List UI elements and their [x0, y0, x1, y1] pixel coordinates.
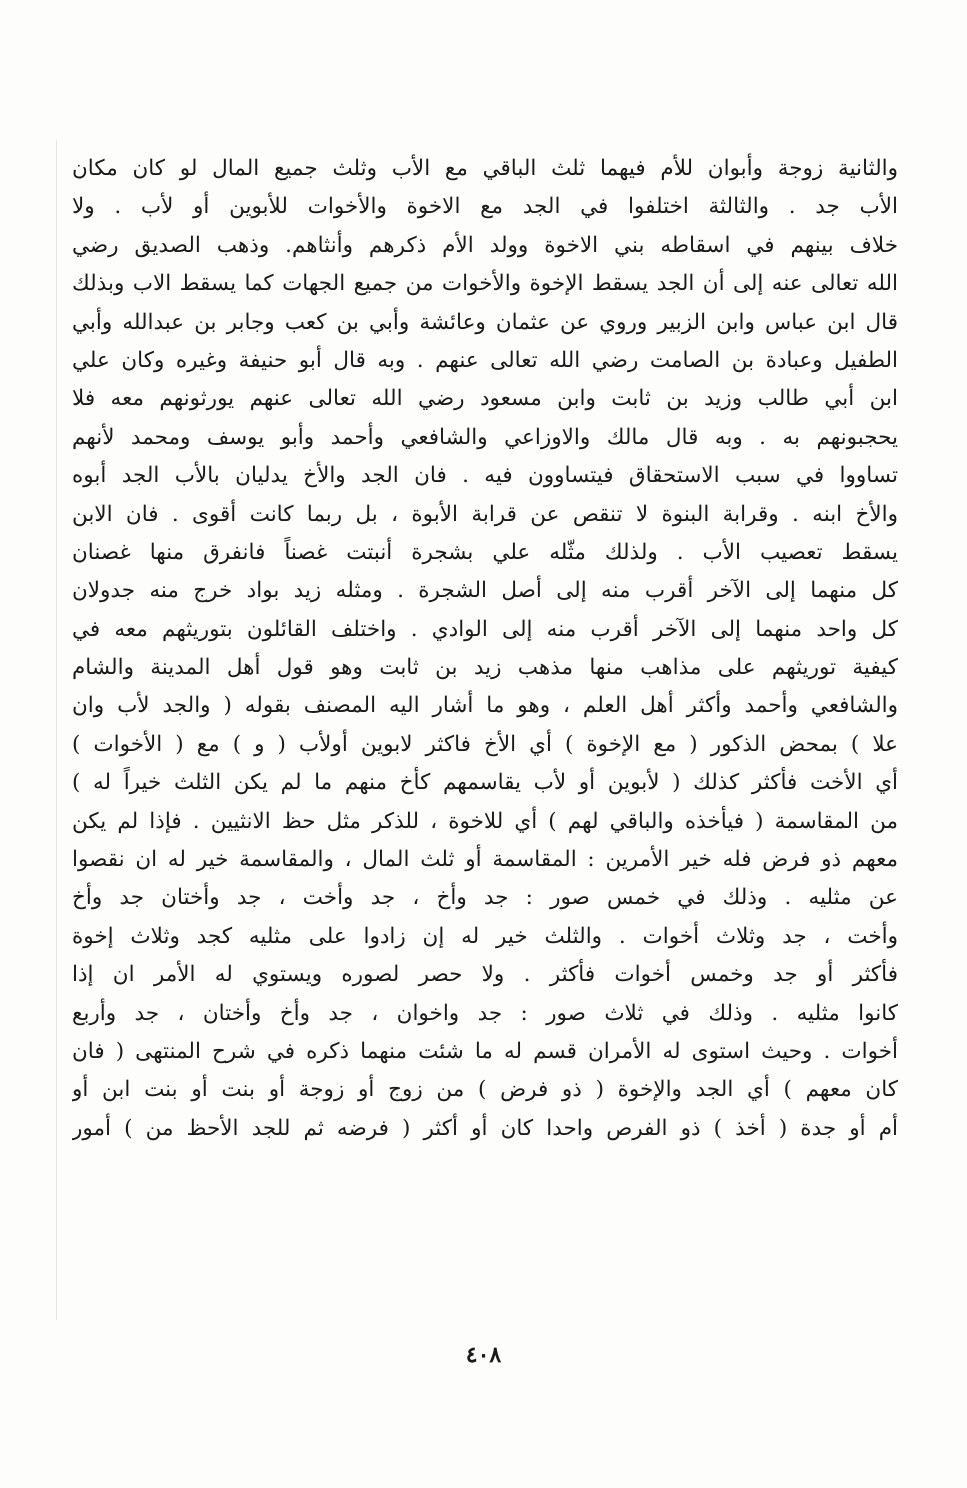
text-line: معهم ذو فرض فله خير الأمرين : المقاسمة أو ثلث المال ، والمقاسمة خير له ان نقصوا	[72, 847, 898, 873]
text-line: يحجبونهم به . وبه قال مالك والاوزاعي والشافعي وأحمد وأبو يوسف ومحمد لأنهم	[72, 424, 898, 450]
text-line: كيفية توريثهم على مذاهب منها مذهب زيد بن ثابت وهو قول أهل المدينة والشام	[72, 655, 898, 681]
text-line: ابن أبي طالب وزيد بن ثابت وابن مسعود رضي الله تعالى عنهم يورثونهم معه فلا	[72, 386, 898, 412]
text-line: الله تعالى عنه إلى أن الجد يسقط الإخوة والأخوات من جميع الجهات كما يسقط الاب وبذلك	[72, 271, 898, 297]
page-number: ٤٠٨	[465, 1342, 502, 1368]
text-line: كل واحد منهما إلى الآخر أقرب منه إلى الوادي . واختلف القائلون بتوريثهم معه في	[72, 616, 898, 642]
text-line: قال ابن عباس وابن الزبير وروي عن عثمان وعائشة وأبي بن كعب وجابر بن عبدالله وأبي	[72, 309, 898, 335]
text-line: والأخ ابنه . وقرابة البنوة لا تنقص عن قرابة الأبوة ، بل ربما كانت أقوى . فان الابن	[72, 501, 898, 527]
text-line: علا ) بمحض الذكور ( مع الإخوة ) أي الأخ فاكثر لابوين أولأب ( و ) مع ( الأخوات )	[72, 731, 898, 757]
text-line: أخوات . وحيث استوى له الأمران قسم له ما شئت منهما ذكره في شرح المنتهى ( فان	[72, 1038, 898, 1064]
text-line: كل منهما إلى الآخر أقرب منه إلى أصل الشجرة . ومثله زيد بواد خرج منه جدولان	[72, 578, 898, 604]
text-line: الطفيل وعبادة بن الصامت رضي الله تعالى عنهم . وبه قال أبو حنيفة وغيره وكان علي	[72, 347, 898, 373]
text-line: فأكثر أو جد وخمس أخوات فأكثر . ولا حصر لصوره ويستوي له الأمر ان إذا	[72, 962, 898, 988]
text-line: خلاف بينهم في اسقاطه بني الاخوة وولد الأم ذكرهم وأنثاهم. وذهب الصديق رضي	[72, 232, 898, 258]
page-edge-shadow	[56, 140, 57, 1320]
text-line: أي الأخت فأكثر كذلك ( لأبوين أو لأب يقاسمهم كأخ منهم ما لم يكن الثلث خيراً له )	[72, 770, 898, 796]
text-line: من المقاسمة ( فيأخذه والباقي لهم ) أي للاخوة ، للذكر مثل حظ الانثيين . فإذا لم يكن	[72, 808, 898, 834]
text-line: والشافعي وأحمد وأكثر أهل العلم ، وهو ما أشار اليه المصنف بقوله ( والجد لأب وان	[72, 693, 898, 719]
text-line: كانوا مثليه . وذلك في ثلاث صور : جد واخوان ، جد وأخ وأختان ، جد وأربع	[72, 1000, 898, 1026]
text-line: عن مثليه . وذلك في خمس صور : جد وأخ ، جد وأخت ، جد وأختان جد وأخ	[72, 885, 898, 911]
text-line: كان معهم ) أي الجد والإخوة ( ذو فرض ) من زوج أو زوجة أو بنت أو بنت ابن أو	[72, 1077, 898, 1103]
text-line: الأب جد . والثالثة اختلفوا في الجد مع الاخوة والأخوات للأبوين أو لأب . ولا	[72, 194, 898, 220]
body-text	[72, 150, 898, 1148]
text-line: أم أو جدة ( أخذ ) ذو الفرص واحدا كان أو أكثر ( فرضه ثم للجد الأحظ من ) أمور	[72, 1115, 898, 1141]
text-line: تساووا في سبب الاستحقاق فيتساوون فيه . فان الجد والأخ يدليان بالأب الجد أبوه	[72, 463, 898, 489]
text-line: وأخت ، جد وثلاث أخوات . والثلث خير له إن زادوا على مثليه كجد وثلاث إخوة	[72, 923, 898, 949]
text-line: والثانية زوجة وأبوان للأم فيهما ثلث الباقي مع الأب وثلث جميع المال لو كان مكان	[72, 156, 898, 181]
text-line: يسقط تعصيب الأب . ولذلك مثّله علي بشجرة أنبتت غصناً فانفرق منها غصنان	[72, 539, 898, 565]
